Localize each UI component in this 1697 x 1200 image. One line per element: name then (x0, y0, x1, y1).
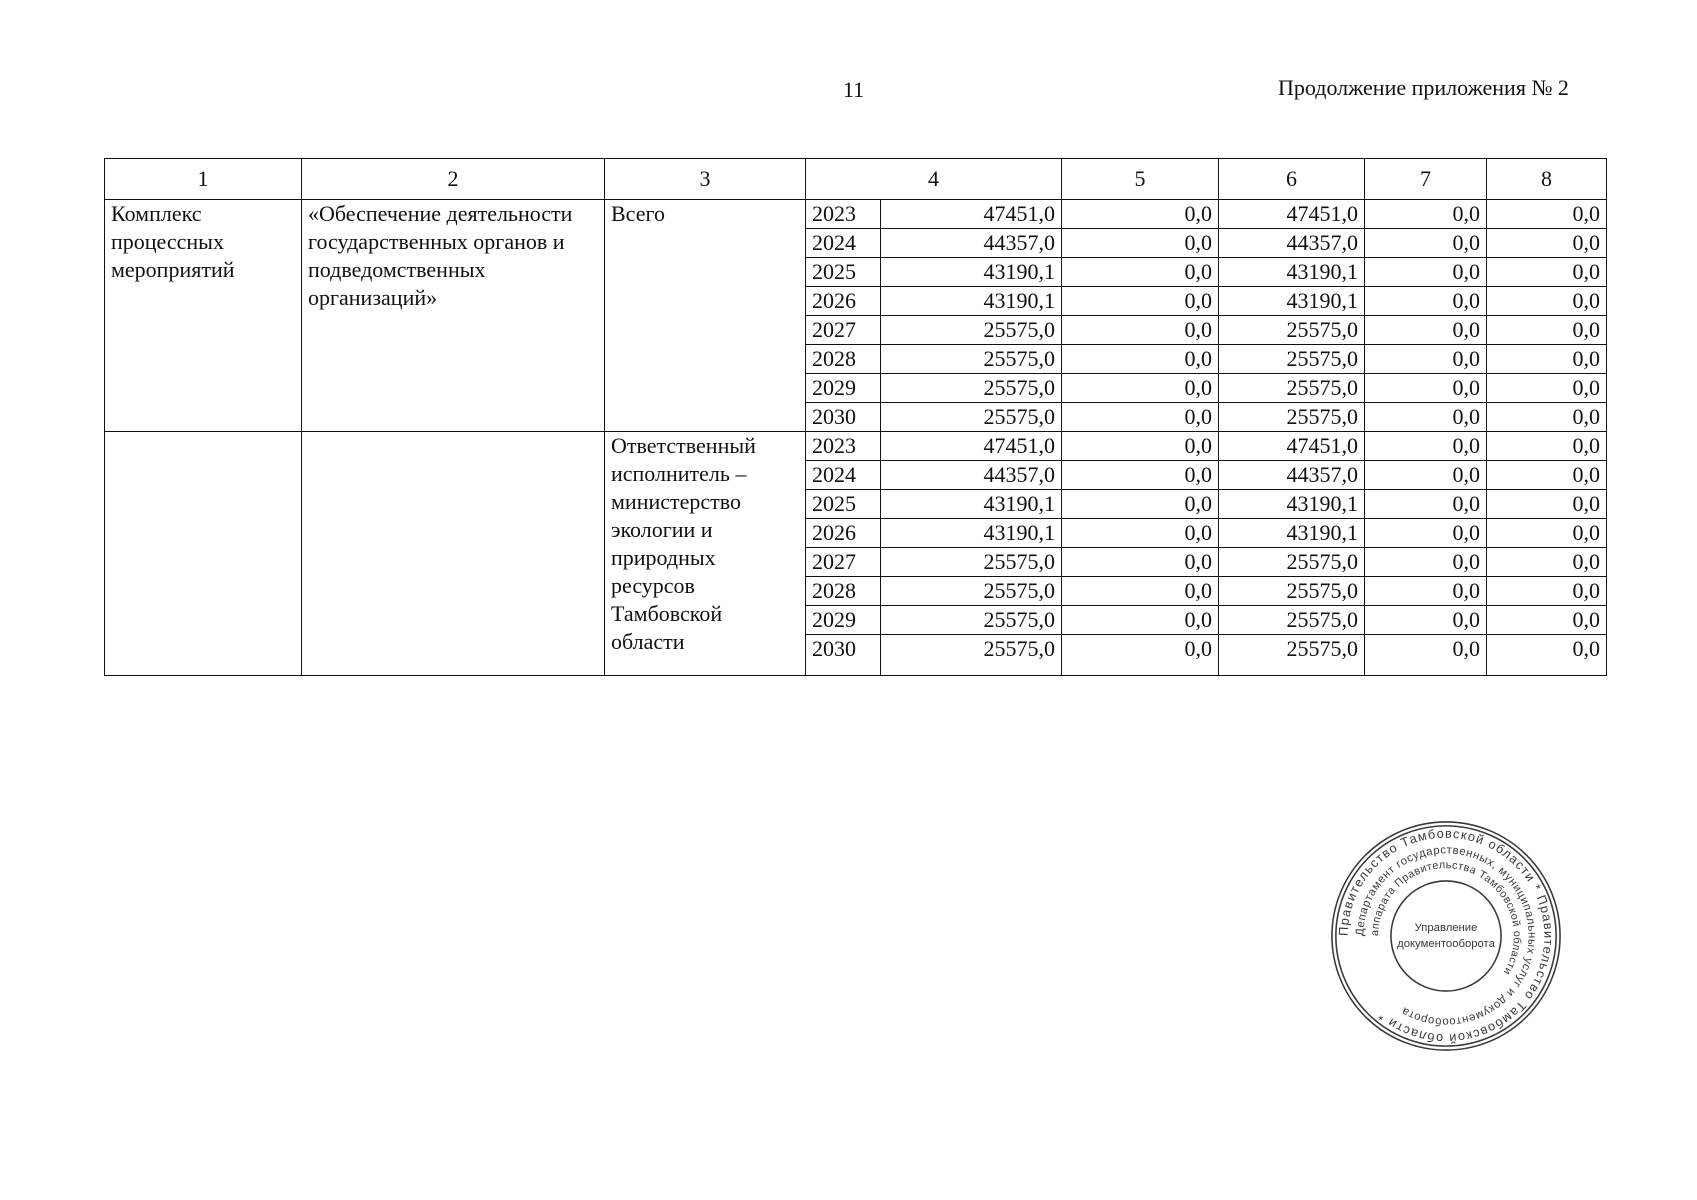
column-8-cell: 0,0 (1487, 490, 1607, 519)
column-7-cell: 0,0 (1365, 229, 1487, 258)
column-7-cell: 0,0 (1365, 548, 1487, 577)
column-7-cell: 0,0 (1365, 577, 1487, 606)
column-8-cell: 0,0 (1487, 635, 1607, 676)
column-8-cell: 0,0 (1487, 229, 1607, 258)
column-5-cell: 0,0 (1062, 403, 1219, 432)
column-header: 3 (605, 159, 806, 200)
year-cell: 2027 (806, 548, 881, 577)
column-5-cell: 0,0 (1062, 519, 1219, 548)
column-5-cell: 0,0 (1062, 606, 1219, 635)
column-6-cell: 25575,0 (1219, 577, 1365, 606)
svg-text:Управление: Управление (1414, 922, 1478, 935)
column-5-cell: 0,0 (1062, 577, 1219, 606)
official-stamp (1328, 818, 1564, 1054)
year-cell: 2024 (806, 461, 881, 490)
column-header: 8 (1487, 159, 1607, 200)
total-amount-cell: 43190,1 (881, 490, 1062, 519)
column-5-cell: 0,0 (1062, 461, 1219, 490)
column-8-cell: 0,0 (1487, 403, 1607, 432)
column-6-cell: 25575,0 (1219, 316, 1365, 345)
column-5-cell: 0,0 (1062, 258, 1219, 287)
year-cell: 2023 (806, 432, 881, 461)
year-cell: 2030 (806, 403, 881, 432)
column-header: 4 (806, 159, 1062, 200)
column-7-cell: 0,0 (1365, 258, 1487, 287)
table-header-row (105, 159, 1607, 200)
year-cell: 2026 (806, 519, 881, 548)
year-cell: 2028 (806, 577, 881, 606)
svg-text:аппарата Правительства Тамбовс: аппарата Правительства Тамбовской области (1369, 859, 1523, 978)
column-8-cell: 0,0 (1487, 200, 1607, 229)
column-5-cell: 0,0 (1062, 374, 1219, 403)
year-cell: 2029 (806, 374, 881, 403)
column-7-cell: 0,0 (1365, 287, 1487, 316)
column-8-cell: 0,0 (1487, 577, 1607, 606)
column-7-cell: 0,0 (1365, 461, 1487, 490)
column-8-cell: 0,0 (1487, 606, 1607, 635)
column-7-cell: 0,0 (1365, 200, 1487, 229)
total-amount-cell: 44357,0 (881, 461, 1062, 490)
column-header: 7 (1365, 159, 1487, 200)
program-type-cell: Комплекс процессных мероприятий (105, 200, 302, 432)
year-cell: 2030 (806, 635, 881, 676)
column-7-cell: 0,0 (1365, 316, 1487, 345)
column-5-cell: 0,0 (1062, 229, 1219, 258)
year-cell: 2026 (806, 287, 881, 316)
column-7-cell: 0,0 (1365, 374, 1487, 403)
column-header: 6 (1219, 159, 1365, 200)
column-6-cell: 43190,1 (1219, 287, 1365, 316)
column-5-cell: 0,0 (1062, 316, 1219, 345)
total-amount-cell: 25575,0 (881, 606, 1062, 635)
column-6-cell: 25575,0 (1219, 548, 1365, 577)
column-6-cell: 25575,0 (1219, 403, 1365, 432)
executor-cell: Всего (605, 200, 806, 432)
budget-table (104, 158, 1607, 676)
column-6-cell: 43190,1 (1219, 258, 1365, 287)
column-6-cell: 47451,0 (1219, 200, 1365, 229)
column-header: 1 (105, 159, 302, 200)
svg-text:Правительство Тамбовской облас: Правительство Тамбовской области * Правительство Тамбовской области * (1335, 825, 1557, 1047)
column-8-cell: 0,0 (1487, 287, 1607, 316)
column-6-cell: 44357,0 (1219, 461, 1365, 490)
stamp-seal-icon (1328, 818, 1564, 1054)
column-6-cell: 44357,0 (1219, 229, 1365, 258)
table-body (105, 200, 1607, 676)
column-8-cell: 0,0 (1487, 316, 1607, 345)
column-6-cell: 47451,0 (1219, 432, 1365, 461)
column-7-cell: 0,0 (1365, 432, 1487, 461)
column-8-cell: 0,0 (1487, 519, 1607, 548)
column-6-cell: 25575,0 (1219, 374, 1365, 403)
total-amount-cell: 43190,1 (881, 287, 1062, 316)
column-8-cell: 0,0 (1487, 374, 1607, 403)
year-cell: 2025 (806, 490, 881, 519)
year-cell: 2029 (806, 606, 881, 635)
column-7-cell: 0,0 (1365, 345, 1487, 374)
column-5-cell: 0,0 (1062, 635, 1219, 676)
table-row (105, 432, 1607, 461)
program-type-cell (105, 432, 302, 676)
column-8-cell: 0,0 (1487, 345, 1607, 374)
column-6-cell: 43190,1 (1219, 519, 1365, 548)
column-5-cell: 0,0 (1062, 200, 1219, 229)
column-header: 2 (302, 159, 605, 200)
column-5-cell: 0,0 (1062, 490, 1219, 519)
column-7-cell: 0,0 (1365, 519, 1487, 548)
total-amount-cell: 25575,0 (881, 403, 1062, 432)
column-8-cell: 0,0 (1487, 432, 1607, 461)
column-7-cell: 0,0 (1365, 490, 1487, 519)
column-6-cell: 25575,0 (1219, 606, 1365, 635)
total-amount-cell: 25575,0 (881, 577, 1062, 606)
total-amount-cell: 25575,0 (881, 374, 1062, 403)
total-amount-cell: 47451,0 (881, 200, 1062, 229)
column-6-cell: 43190,1 (1219, 490, 1365, 519)
executor-cell: Ответственный исполнитель – министерство экологии и природных ресурсов Тамбовской области (605, 432, 806, 676)
column-6-cell: 25575,0 (1219, 345, 1365, 374)
year-cell: 2024 (806, 229, 881, 258)
svg-text:Департамент государственных, м: Департамент государственных, муниципальных услуг и документооборота (1354, 844, 1538, 1028)
column-5-cell: 0,0 (1062, 345, 1219, 374)
column-5-cell: 0,0 (1062, 432, 1219, 461)
column-7-cell: 0,0 (1365, 606, 1487, 635)
total-amount-cell: 25575,0 (881, 345, 1062, 374)
year-cell: 2027 (806, 316, 881, 345)
appendix-continuation-label: Продолжение приложения № 2 (1278, 75, 1569, 100)
program-name-cell (302, 432, 605, 676)
column-5-cell: 0,0 (1062, 287, 1219, 316)
year-cell: 2025 (806, 258, 881, 287)
column-7-cell: 0,0 (1365, 403, 1487, 432)
year-cell: 2023 (806, 200, 881, 229)
column-6-cell: 25575,0 (1219, 635, 1365, 676)
column-header: 5 (1062, 159, 1219, 200)
column-8-cell: 0,0 (1487, 258, 1607, 287)
total-amount-cell: 43190,1 (881, 519, 1062, 548)
column-5-cell: 0,0 (1062, 548, 1219, 577)
program-name-cell: «Обеспечение деятельности государственных органов и подведомственных организаций» (302, 200, 605, 432)
total-amount-cell: 44357,0 (881, 229, 1062, 258)
column-7-cell: 0,0 (1365, 635, 1487, 676)
table-row (105, 200, 1607, 229)
column-8-cell: 0,0 (1487, 461, 1607, 490)
total-amount-cell: 47451,0 (881, 432, 1062, 461)
total-amount-cell: 43190,1 (881, 258, 1062, 287)
total-amount-cell: 25575,0 (881, 635, 1062, 676)
column-8-cell: 0,0 (1487, 548, 1607, 577)
total-amount-cell: 25575,0 (881, 548, 1062, 577)
svg-text:документооборота: документооборота (1397, 937, 1495, 950)
year-cell: 2028 (806, 345, 881, 374)
page-number: 11 (843, 77, 865, 102)
total-amount-cell: 25575,0 (881, 316, 1062, 345)
